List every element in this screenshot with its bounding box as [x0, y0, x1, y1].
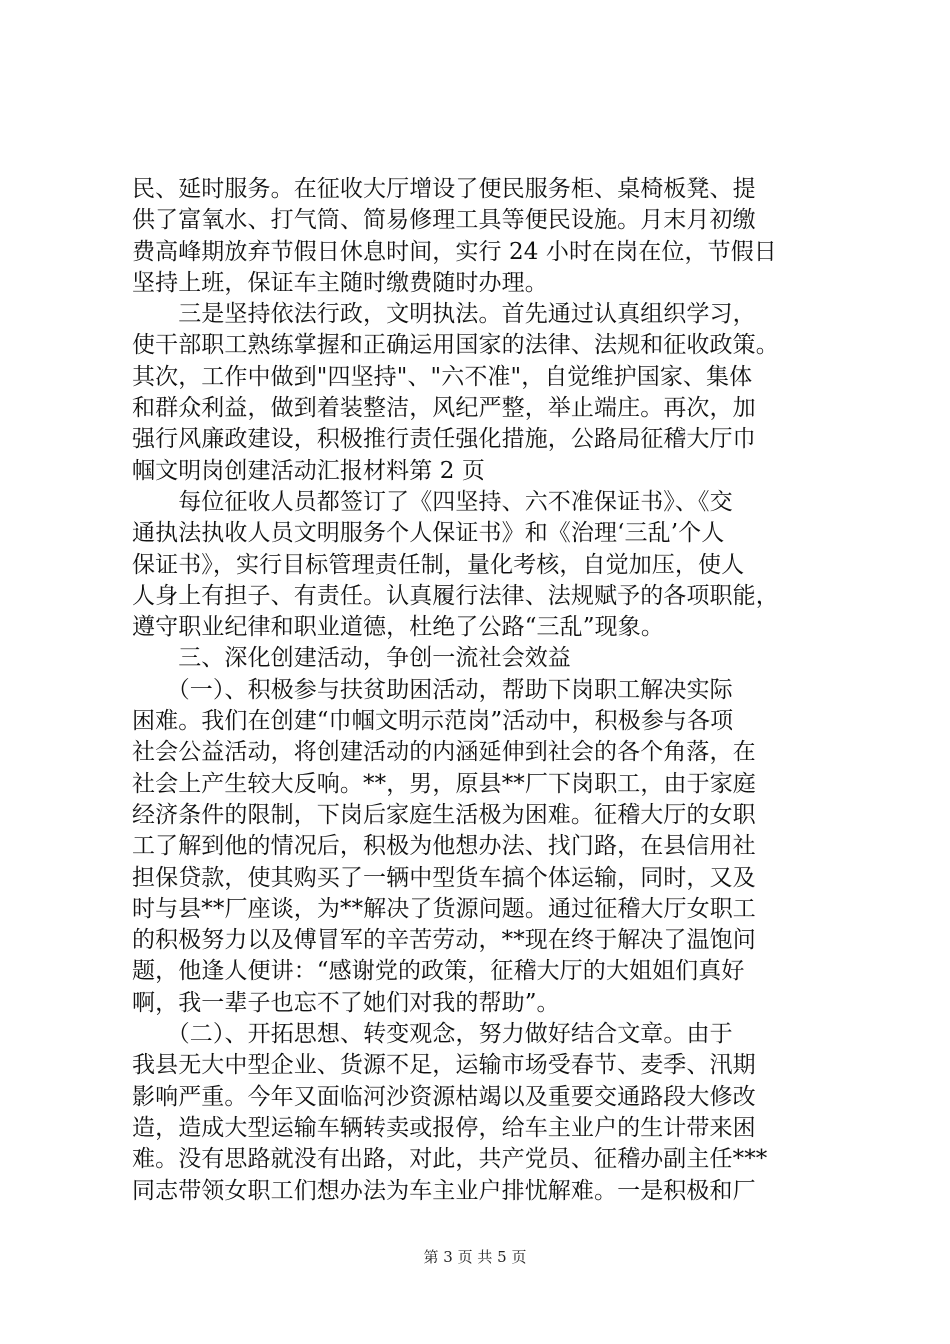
text-line: 造，造成大型运输车辆转卖或报停，给车主业户的生计带来困 [132, 1114, 756, 1141]
text-line: （二）、开拓思想、转变观念，努力做好结合文章。由于 [132, 1021, 733, 1048]
text-line: 费高峰期放弃节假日休息时间，实行 24 小时在岗在位，节假日 [132, 238, 777, 265]
text-line: 社会上产生较大反响。**，男，原县**厂下岗职工，由于家庭 [132, 770, 756, 797]
text-line: 啊，我一辈子也忘不了她们对我的帮助”。 [132, 989, 560, 1016]
text-line: 通执法执收人员文明服务个人保证书》和《治理‘三乱’个人 [132, 520, 725, 547]
text-line: 保证书》，实行目标管理责任制，量化考核，自觉加压，使人 [132, 551, 745, 578]
text-line: （一）、积极参与扶贫助困活动，帮助下岗职工解决实际 [132, 676, 733, 703]
text-line: 人身上有担子、有责任。认真履行法律、法规赋予的各项职能， [132, 582, 779, 609]
text-line: 经济条件的限制，下岗后家庭生活极为困难。征稽大厅的女职 [132, 801, 756, 828]
text-line: 我县无大中型企业、货源不足，运输市场受春节、麦季、汛期 [132, 1052, 756, 1079]
text-line: 工了解到他的情况后，积极为他想办法、找门路，在县信用社 [132, 833, 756, 860]
text-line: 和群众利益，做到着装整洁，风纪严整，举止端庄。再次，加 [132, 395, 756, 422]
text-line: 影响严重。今年又面临河沙资源枯竭以及重要交通路段大修改 [132, 1083, 756, 1110]
text-line: 其次，工作中做到"四坚持"、"六不准"，自觉维护国家、集体 [132, 363, 753, 390]
document-body [132, 174, 832, 1207]
text-line: 题，他逢人便讲：“感谢党的政策，征稽大厅的大姐姐们真好 [132, 958, 745, 985]
text-line: 三是坚持依法行政，文明执法。首先通过认真组织学习， [132, 301, 756, 328]
text-line: 遵守职业纪律和职业道德，杜绝了公路“三乱”现象。 [132, 614, 664, 641]
text-line: 难。没有思路就没有出路，对此，共产党员、征稽办副主任*** [132, 1146, 768, 1173]
text-line: 帼文明岗创建活动汇报材料第 2 页 [132, 457, 485, 484]
text-line: 使干部职工熟练掌握和正确运用国家的法律、法规和征收政策。 [132, 332, 779, 359]
text-line: 同志带领女职工们想办法为车主业户排忧解难。一是积极和厂 [132, 1177, 756, 1204]
text-line: 供了富氧水、打气筒、简易修理工具等便民设施。月末月初缴 [132, 207, 756, 234]
text-line: 社会公益活动，将创建活动的内涵延伸到社会的各个角落，在 [132, 739, 756, 766]
section-heading: 三、深化创建活动，争创一流社会效益 [132, 645, 571, 672]
text-line: 担保贷款，使其购买了一辆中型货车搞个体运输，同时，又及 [132, 864, 756, 891]
text-line: 的积极努力以及傅冒军的辛苦劳动，**现在终于解决了温饱问 [132, 927, 756, 954]
text-line: 民、延时服务。在征收大厅增设了便民服务柜、桌椅板凳、提 [132, 176, 756, 202]
text-line: 困难。我们在创建“巾帼文明示范岗”活动中，积极参与各项 [132, 708, 734, 735]
text-line: 时与县**厂座谈，为**解决了货源问题。通过征稽大厅女职工 [132, 895, 756, 922]
text-line: 强行风廉政建设，积极推行责任强化措施，公路局征稽大厅巾 [132, 426, 756, 453]
text-line: 坚持上班，保证车主随时缴费随时办理。 [132, 269, 548, 296]
page-footer: 第 3 页 共 5 页 [423, 1248, 527, 1266]
text-line: 每位征收人员都签订了《四坚持、六不准保证书》、《交 [132, 488, 733, 515]
